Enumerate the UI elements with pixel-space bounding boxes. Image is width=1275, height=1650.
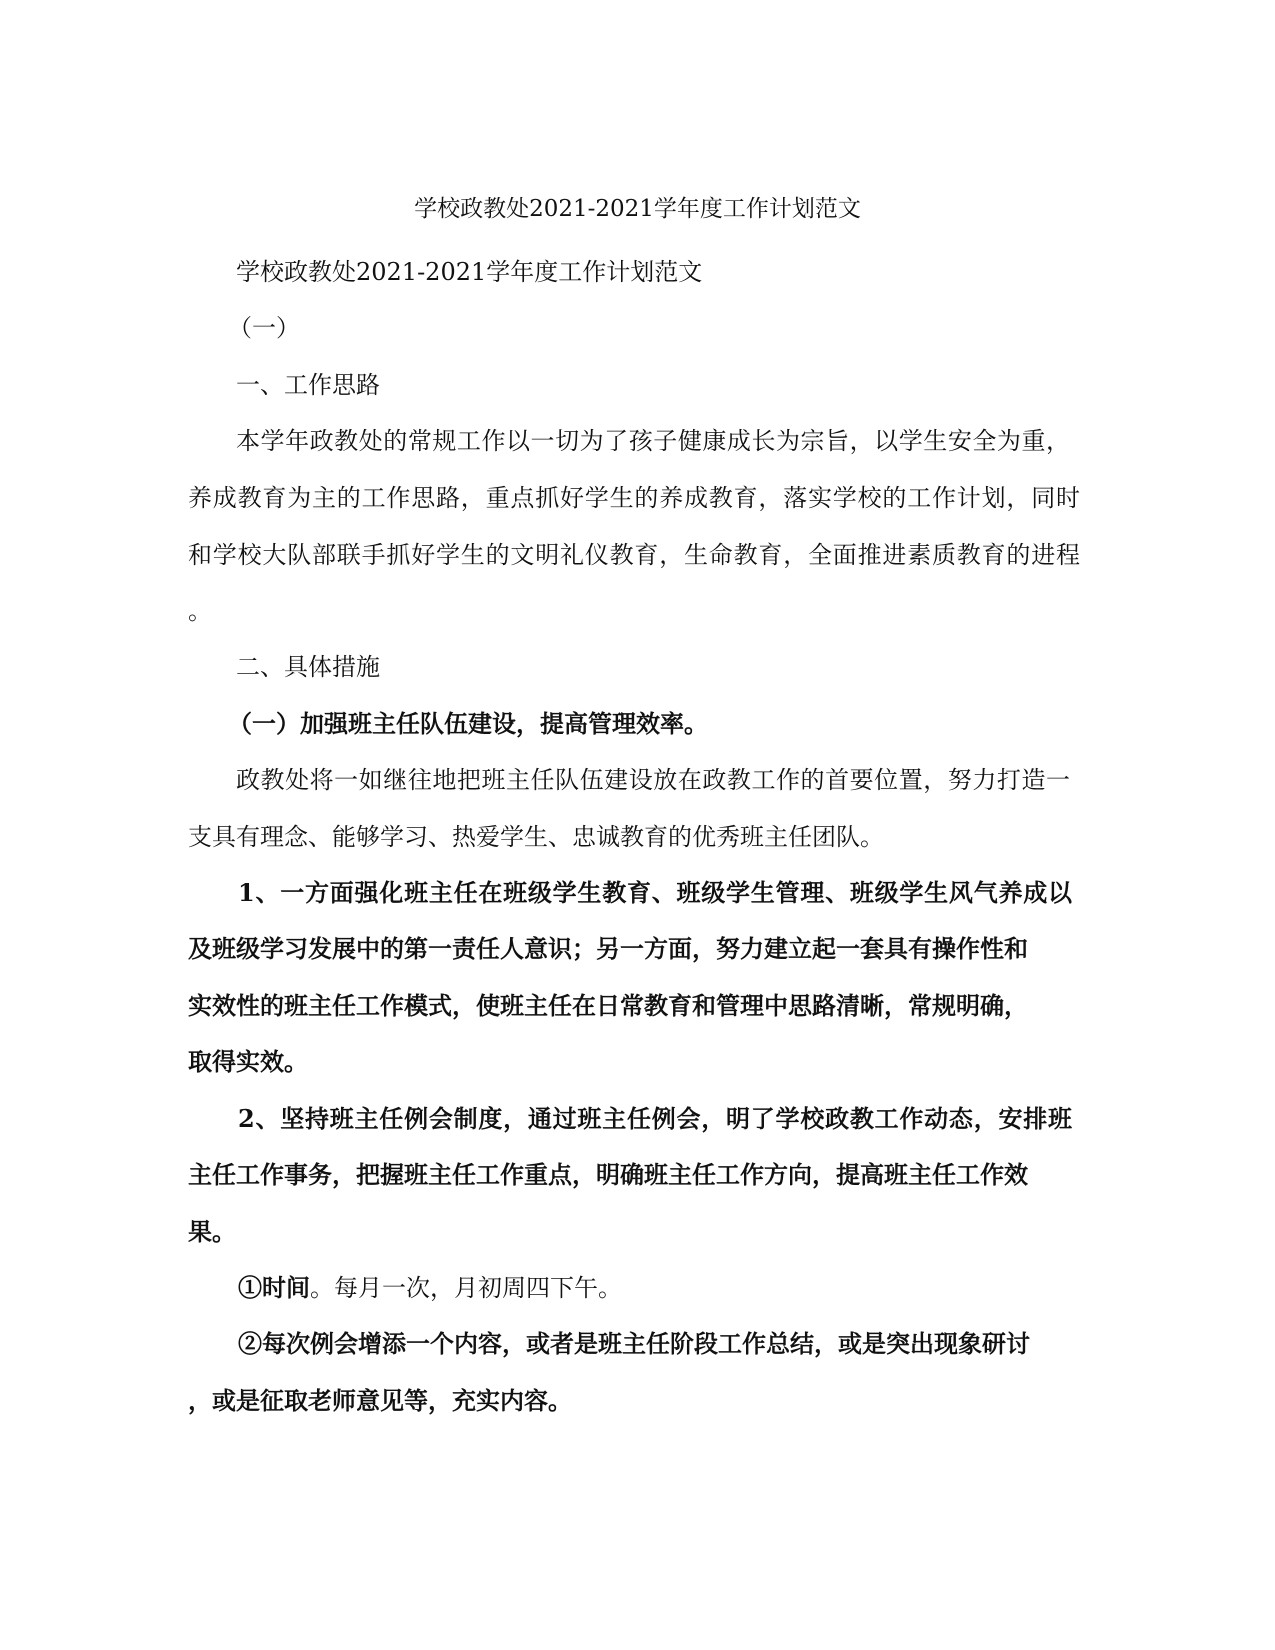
- paragraph-line: 支具有理念、能够学习、热爱学生、忠诚教育的优秀班主任团队。: [188, 823, 884, 851]
- paragraph-line: 养成教育为主的工作思路，重点抓好学生的养成教育，落实学校的工作计划，同时: [188, 484, 1080, 512]
- list-item-line: 1、一方面强化班主任在班级学生教育、班级学生管理、班级学生风气养成以: [238, 878, 1072, 907]
- paragraph-line: 政教处将一如继往地把班主任队伍建设放在政教工作的首要位置，努力打造一: [236, 766, 1070, 794]
- subsection-heading-teachers: （一）加强班主任队伍建设，提高管理效率。: [228, 709, 708, 738]
- list-item-line: 2、坚持班主任例会制度，通过班主任例会，明了学校政教工作动态，安排班: [238, 1104, 1072, 1133]
- list-item-line: 取得实效。: [188, 1047, 308, 1076]
- section-heading-measures: 二、具体措施: [236, 653, 380, 681]
- paragraph-line: 本学年政教处的常规工作以一切为了孩子健康成长为宗旨，以学生安全为重，: [236, 427, 1070, 455]
- list-item-line: 主任工作事务，把握班主任工作重点，明确班主任工作方向，提高班主任工作效: [188, 1160, 1028, 1189]
- meeting-time-line: [238, 1272, 622, 1304]
- paragraph-line: 。: [188, 597, 212, 625]
- time-text: 。每月一次，月初周四下午。: [310, 1274, 622, 1302]
- list-item-line: 及班级学习发展中的第一责任人意识；另一方面，努力建立起一套具有操作性和: [188, 934, 1028, 963]
- document-title: 学校政教处2021-2021学年度工作计划范文: [414, 196, 861, 222]
- document-subtitle: 学校政教处2021-2021学年度工作计划范文: [236, 258, 703, 286]
- paragraph-line: 和学校大队部联手抓好学生的文明礼仪教育，生命教育，全面推进素质教育的进程: [188, 541, 1080, 569]
- list-item-line: 果。: [188, 1217, 236, 1246]
- list-item-line: ②每次例会增添一个内容，或者是班主任阶段工作总结，或是突出现象研讨: [238, 1329, 1030, 1358]
- time-label: ①时间: [238, 1273, 310, 1302]
- section-heading-work-ideas: 一、工作思路: [236, 371, 380, 399]
- list-item-line: ，或是征取老师意见等，充实内容。: [188, 1386, 572, 1415]
- part-marker: （一）: [228, 314, 300, 342]
- list-item-line: 实效性的班主任工作模式，使班主任在日常教育和管理中思路清晰，常规明确，: [188, 991, 1028, 1020]
